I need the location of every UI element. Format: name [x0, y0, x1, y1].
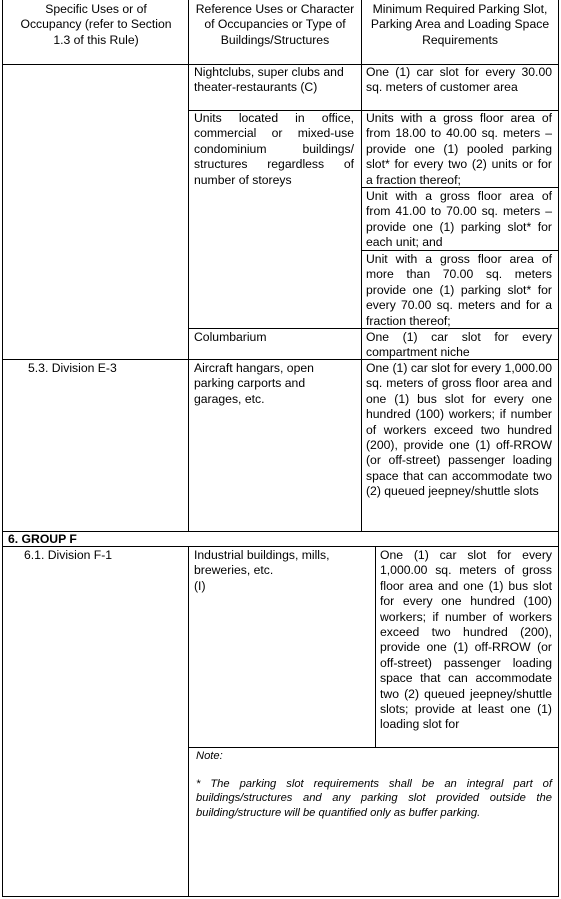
row-condo-requirement-1: Units with a gross floor area of from 18.00 to 40.00 sq. meters – provide one (1) pooled parking slot* for every two (2) units or for a fraction thereof; [366, 111, 552, 187]
header-col-minimum-requirements: Minimum Required Parking Slot, Parking Area and Loading Space Requirements [370, 2, 550, 47]
row-e3-reference: Aircraft hangars, open parking carports and garages, etc. [194, 361, 314, 406]
row-columbarium-requirement: One (1) car slot for every compartment niche [366, 330, 552, 360]
table-border-bottom [2, 896, 559, 897]
note-text: * The parking slot requirements shall be an integral part of buildings/structures and any parking slot provided outside the building/structure will be quantified only as buffer parking. [196, 778, 552, 819]
row-condo-requirement-2: Unit with a gross floor area of from 41.00 to 70.00 sq. meters – provide one (1) parking slot* for each unit; and [366, 189, 552, 250]
group-f-heading [8, 532, 77, 547]
row-line-group-f [2, 546, 559, 547]
row-columbarium-reference: Columbarium [194, 330, 267, 344]
row-f1-reference: Industrial buildings, mills, breweries, etc. [194, 548, 330, 578]
col-divider-2-lower [375, 547, 376, 748]
table-border-right [558, 0, 559, 897]
col-divider-2-upper [361, 0, 362, 531]
row-f1-use: 6.1. Division F-1 [24, 548, 113, 562]
row-condo-reference: Units located in office, commercial or mixed-use condominium buildings/ structures regardless of number of storeys [194, 111, 354, 187]
row-nightclubs-requirement: One (1) car slot for every 30.00 sq. meters of customer area [366, 65, 552, 95]
row-f1-occupancy-code: (I) [194, 579, 206, 593]
row-e3-use: 5.3. Division E-3 [28, 361, 117, 375]
table-border-left [2, 0, 3, 897]
row-condo-requirement-3: Unit with a gross floor area of more than 70.00 sq. meters provide one (1) parking slot* for every 70.00 sq. meters and for a fraction thereof; [366, 252, 552, 328]
group-f-label: 6. GROUP F [8, 532, 77, 546]
row-nightclubs-reference: Nightclubs, super clubs and theater-restaurants (C) [194, 65, 344, 95]
row-f1-requirement: One (1) car slot for every 1,000.00 sq. meters of gross floor area and one (1) bus slot for every one hundred (100) workers; if number of workers exceed two hundred (200), provide one (1) off-RROW (or off-street) passenger loading space that can accommodate two (2) queued jeepney/shuttle slots; provide at least one (1) loading slot for [380, 548, 552, 732]
header-col-reference-uses: Reference Uses or Character of Occupancies or Type of Buildings/Structures [195, 2, 355, 47]
row-line-note [188, 747, 559, 748]
header-col-specific-uses: Specific Uses or of Occupancy (refer to Section 1.3 of this Rule) [20, 2, 172, 47]
note-label: Note: [196, 750, 223, 762]
row-e3-requirement: One (1) car slot for every 1,000.00 sq. meters of gross floor area and one (1) bus slot for every one hundred (100) workers; if number of workers exceed two hundred (200), provide one (1) off-RROW (or off-street) passenger loading space that can accommodate two (2) queued jeepney/shuttle slots [366, 361, 552, 499]
col-divider-1-upper [188, 0, 189, 531]
row-line-e3 [2, 531, 559, 532]
col-divider-1-lower [188, 547, 189, 897]
